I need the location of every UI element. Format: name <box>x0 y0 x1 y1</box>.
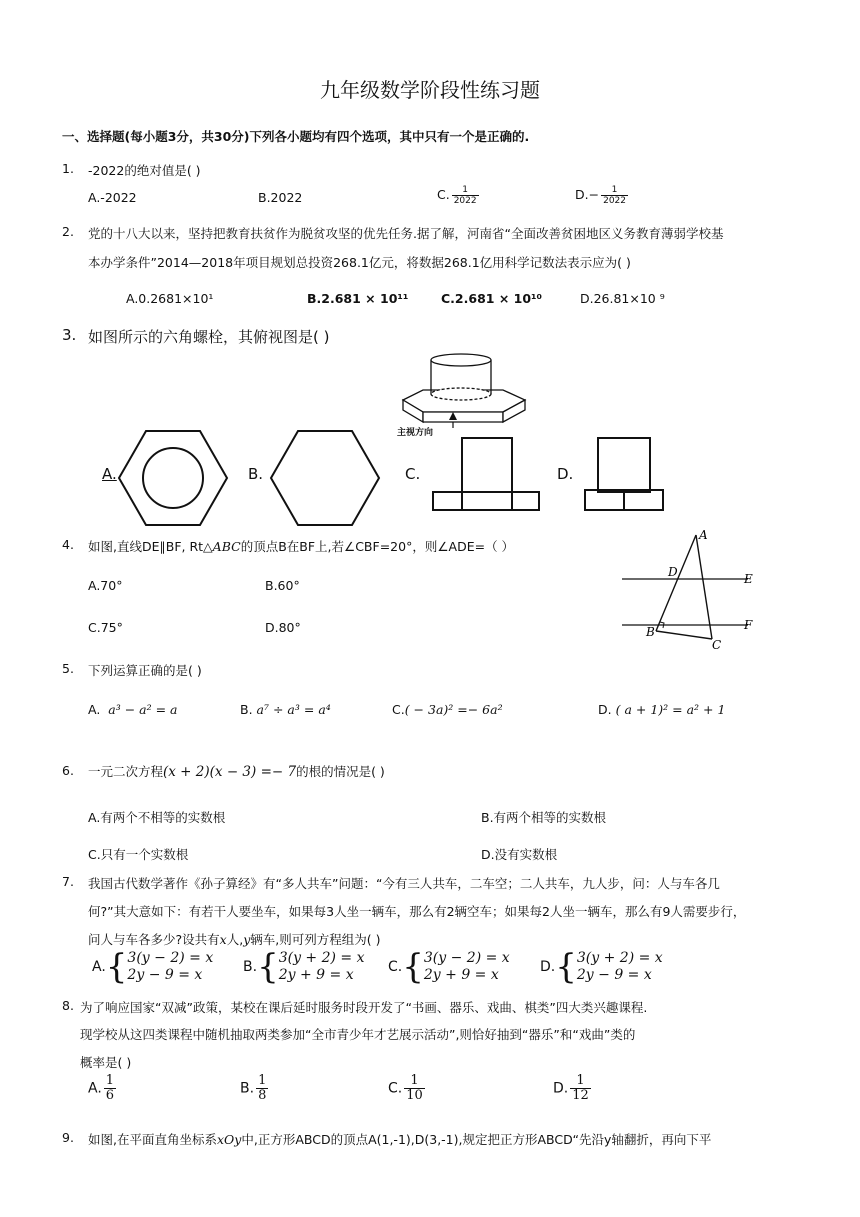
point-label-c: C <box>712 638 722 652</box>
stem-text: 的根的情况是( ) <box>296 764 385 779</box>
option-c: C.75° <box>88 620 123 635</box>
point-label-f: F <box>744 618 753 632</box>
equation-2: 2y − 9 = x <box>127 967 203 983</box>
question-stem: 下列运算正确的是( ) <box>88 663 202 678</box>
option-a: A.0.2681×10¹ <box>126 291 214 306</box>
stem-text: 如图,在平面直角坐标系 <box>88 1132 217 1147</box>
equation-1: 3(y − 2) = x <box>127 950 214 966</box>
option-expression: ( a + 1)² = a² + 1 <box>615 702 726 717</box>
numerator: 1 <box>404 1074 425 1089</box>
option-expression: a⁷ ÷ a³ = a⁴ <box>256 702 331 717</box>
equation-1: 3(y − 2) = x <box>423 950 510 966</box>
fraction <box>601 185 628 206</box>
stem-text: 人, <box>226 932 244 947</box>
option-a-label: A. <box>102 465 117 483</box>
triangle-parallel-lines-figure <box>618 525 778 655</box>
option-b: B.2.681 × 10¹¹ <box>307 291 409 306</box>
option-label: C. <box>388 1080 403 1097</box>
triangle-name: ABC <box>212 539 241 554</box>
question-number: 5. <box>62 661 74 676</box>
option-a <box>88 702 178 717</box>
option-b: B.2022 <box>258 190 303 205</box>
question-number: 4. <box>62 537 74 552</box>
numerator: 1 <box>570 1074 591 1089</box>
option-label: D. <box>598 702 612 717</box>
option-expression: ( − 3a)² =− 6a² <box>404 702 503 717</box>
section-heading: 一、选择题(每小题3分，共30分)下列各小题均有四个选项，其中只有一个是正确的. <box>62 129 530 144</box>
question-number: 9. <box>62 1130 74 1145</box>
question-number: 2. <box>62 224 74 239</box>
equation-system <box>577 950 663 984</box>
front-view-three-segment <box>430 434 542 514</box>
option-d <box>575 185 628 206</box>
option-c <box>392 702 503 717</box>
page-title: 九年级数学阶段性练习题 <box>320 78 540 102</box>
denominator: 12 <box>572 1088 589 1103</box>
option-d <box>598 702 725 717</box>
option-label: D. <box>575 187 589 202</box>
option-c: C.只有一个实数根 <box>88 847 189 862</box>
option-label: A. <box>92 959 106 975</box>
fraction <box>404 1074 425 1103</box>
variable-y: y <box>243 932 251 947</box>
option-c <box>388 1074 425 1103</box>
option-label: C. <box>388 959 403 975</box>
equation-system <box>279 950 365 984</box>
option-d <box>540 947 663 987</box>
denominator: 8 <box>258 1088 267 1103</box>
coordinate-system-name: xOy <box>216 1132 242 1147</box>
question-stem-line: 现学校从这四类课程中随机抽取两类参加“全市青少年才艺展示活动”,则恰好抽到“器乐”和“戏曲”类的 <box>80 1027 636 1042</box>
minus-sign: − <box>588 187 600 202</box>
option-label: B. <box>243 959 258 975</box>
question-number: 1. <box>62 161 74 176</box>
option-d-label: D. <box>557 465 574 483</box>
equation-system <box>127 950 213 984</box>
numerator: 1 <box>105 1073 115 1088</box>
option-label: B. <box>240 1080 255 1097</box>
hexagon <box>262 428 388 528</box>
question-stem-line: 我国古代数学著作《孙子算经》有“多人共车”问题：“今有三人共车，二车空；二人共车，九人步，问：人与车各几 <box>88 876 720 891</box>
equation-2: 2y − 9 = x <box>576 967 652 983</box>
stem-text: 问人与车各多少?设共有 <box>88 932 220 947</box>
option-d: D.80° <box>265 620 301 635</box>
numerator: 1 <box>452 185 479 196</box>
option-label: C. <box>437 187 450 202</box>
denominator: 6 <box>105 1088 115 1103</box>
option-label: B. <box>240 702 253 717</box>
question-stem-line: 本办学条件”2014—2018年项目规划总投资268.1亿元，将数据268.1亿用科学记数法表示应为( ) <box>88 255 631 270</box>
question-number: 6. <box>62 763 74 778</box>
stem-text: 的顶点B在BF上,若∠CBF=20°，则∠ADE=（ ） <box>240 539 515 554</box>
option-c: C.2.681 × 10¹⁰ <box>441 291 542 306</box>
question-stem <box>88 762 385 780</box>
front-view-two-segment <box>582 434 668 514</box>
option-b: B.60° <box>265 578 300 593</box>
question-stem-line <box>88 930 380 948</box>
option-a <box>92 947 214 987</box>
denominator: 2022 <box>453 196 477 206</box>
equation-system <box>424 950 510 984</box>
point-label-b: B <box>646 625 655 639</box>
option-b: B.有两个相等的实数根 <box>481 810 607 825</box>
option-a <box>88 1074 116 1103</box>
variable-x: x <box>219 932 227 947</box>
question-stem: 如图所示的六角螺栓，其俯视图是( ) <box>88 328 330 346</box>
brace: { <box>555 947 577 987</box>
option-label: A. <box>88 702 101 717</box>
view-direction-label: 主视方向 <box>397 428 434 438</box>
denominator: 2022 <box>603 196 626 206</box>
option-label: D. <box>553 1080 569 1097</box>
fraction <box>256 1074 268 1103</box>
stem-text: 如图,直线DE∥BF, Rt△ <box>88 539 213 554</box>
question-number: 7. <box>62 874 74 889</box>
question-stem <box>88 537 514 555</box>
question-stem-line: 概率是( ) <box>80 1055 132 1070</box>
question-stem-line: 何?”其大意如下：有若干人要坐车，如果每3人坐一辆车，那么有2辆空车；如果每2人坐一辆车，那么有9人需要步行， <box>88 904 746 919</box>
fraction <box>104 1074 116 1103</box>
point-label-e: E <box>744 572 753 586</box>
question-stem: -2022的绝对值是( ) <box>88 163 201 178</box>
numerator: 1 <box>601 185 628 196</box>
option-c-label: C. <box>405 465 421 483</box>
question-number: 3. <box>62 326 77 344</box>
option-expression: a³ − a² = a <box>108 702 178 717</box>
equation-2: 2y + 9 = x <box>278 967 354 983</box>
question-stem-line: 党的十八大以来，坚持把教育扶贫作为脱贫攻坚的优先任务.据了解，河南省“全面改善贫困地区义务教育薄弱学校基 <box>88 226 724 241</box>
stem-text: 一元二次方程 <box>88 764 164 779</box>
option-c <box>388 947 510 987</box>
question-number: 8. <box>62 998 74 1013</box>
point-label-a: A <box>699 528 708 542</box>
stem-text: 中,正方形ABCD的顶点A(1,-1),D(3,-1),规定把正方形ABCD“先沿y轴翻折，再向下平 <box>241 1132 712 1147</box>
equation: (x + 2)(x − 3) =− 7 <box>163 764 297 780</box>
brace: { <box>257 947 279 987</box>
question-stem-line <box>88 1130 711 1148</box>
option-a: A.有两个不相等的实数根 <box>88 810 226 825</box>
question-stem-line: 为了响应国家“双减”政策，某校在课后延时服务时段开发了“书画、器乐、戏曲、棋类”四大类兴趣课程. <box>80 1000 648 1015</box>
option-d <box>553 1074 591 1103</box>
option-c <box>437 185 479 206</box>
option-b-label: B. <box>248 465 264 483</box>
point-label-d: D <box>668 565 678 579</box>
option-label: A. <box>88 1080 102 1097</box>
option-label: D. <box>540 959 556 975</box>
fraction <box>452 185 479 206</box>
equation-1: 3(y + 2) = x <box>576 950 663 966</box>
brace: { <box>105 947 128 987</box>
option-d: D.没有实数根 <box>481 847 558 862</box>
equation-2: 2y + 9 = x <box>423 967 499 983</box>
option-a: A.70° <box>88 578 123 593</box>
fraction <box>570 1074 591 1103</box>
brace: { <box>402 947 424 987</box>
option-d: D.26.81×10 ⁹ <box>580 291 665 306</box>
hexagon-with-circle <box>110 428 236 528</box>
equation-1: 3(y + 2) = x <box>278 950 365 966</box>
numerator: 1 <box>258 1073 267 1088</box>
denominator: 10 <box>406 1088 423 1103</box>
stem-text: 辆车,则可列方程组为( ) <box>250 932 381 947</box>
option-b <box>243 947 365 987</box>
option-b <box>240 1074 268 1103</box>
option-b <box>240 702 331 717</box>
option-a: A.-2022 <box>88 190 137 205</box>
option-label: C. <box>392 702 405 717</box>
